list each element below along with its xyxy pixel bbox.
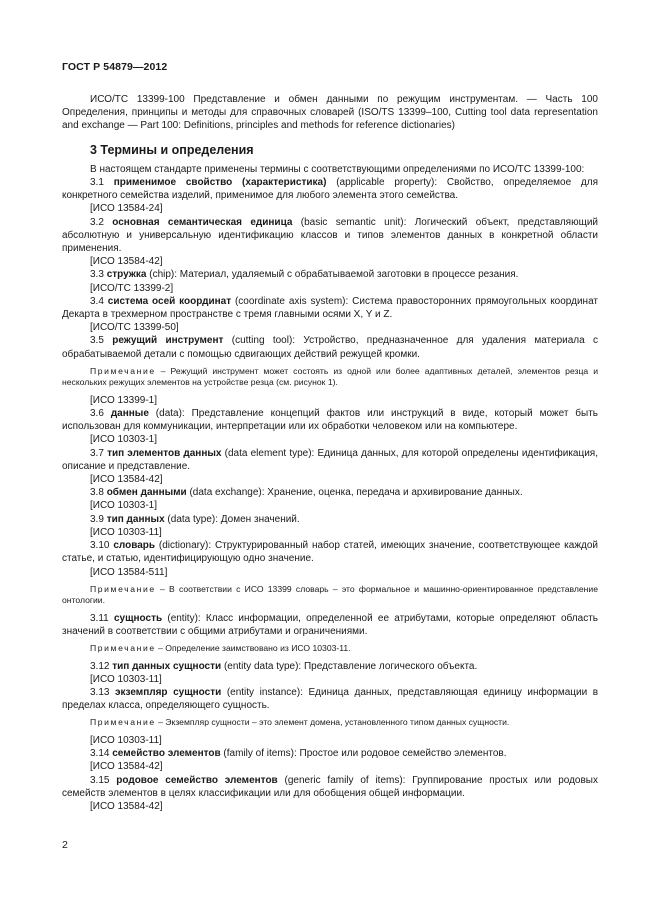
term-definition: (data exchange): Хранение, оценка, передача и архивирование данных.	[186, 487, 523, 499]
term-reference: [ИСО/ТС 13399-50]	[90, 322, 179, 334]
term-number: 3.12	[90, 660, 110, 672]
term-3-5	[62, 334, 598, 360]
term-name: применимое свойство (характеристика)	[113, 177, 327, 189]
term-note	[62, 584, 598, 607]
term-name: экземпляр сущности	[115, 687, 222, 699]
term-3-8	[62, 486, 598, 499]
term-number: 3.2	[90, 216, 104, 228]
term-number: 3.3	[90, 269, 104, 281]
term-3-9	[62, 513, 598, 526]
term-note	[62, 717, 598, 729]
term-name: тип данных	[106, 513, 165, 525]
term-definition: (entity): Класс информации, определенной ее атрибутами, которые определяют область значений в соответствии с общими атрибутами и ограничениями.	[62, 612, 598, 637]
term-reference: [ИСО 10303-1]	[90, 500, 158, 512]
term-reference: [ИСО 10303-11]	[90, 673, 162, 685]
term-number: 3.15	[90, 774, 110, 786]
term-reference: [ИСО 10303-11]	[90, 734, 162, 746]
term-number: 3.4	[90, 295, 104, 307]
term-definition: (data type): Домен значений.	[164, 513, 300, 525]
term-number: 3.11	[90, 612, 109, 624]
term-name: обмен данными	[106, 487, 187, 499]
term-name: основная семантическая единица	[112, 216, 293, 228]
term-definition: (family of items): Простое или родовое семейство элементов.	[220, 748, 507, 760]
term-name: система осей координат	[107, 295, 232, 307]
term-definition: (chip): Материал, удаляемый с обрабатываемой заготовки в процессе резания.	[146, 269, 519, 281]
term-3-1	[62, 176, 598, 202]
term-3-13	[62, 686, 598, 712]
note-text: – Режущий инструмент может состоять из одной или более адаптивных деталей, элементов резца и нескольких режущих элементов на устройстве резца (см. рисунок 1).	[62, 365, 598, 388]
note-label: Примечание	[90, 717, 156, 728]
term-number: 3.7	[90, 447, 104, 459]
term-name: стружка	[106, 269, 147, 281]
term-3-6	[62, 407, 598, 433]
term-reference: [ИСО 13584-42]	[90, 761, 163, 773]
term-3-2	[62, 216, 598, 256]
term-number: 3.9	[90, 513, 104, 525]
term-number: 3.1	[90, 177, 104, 189]
term-3-3	[62, 268, 598, 281]
term-reference: [ИСО 13399-1]	[90, 394, 158, 406]
term-name: семейство элементов	[112, 748, 221, 760]
term-number: 3.6	[90, 408, 104, 420]
term-definition: (coordinate axis system): Система правосторонних прямоугольных координат Декарта в трехмерном пространстве с тремя главными осями X, Y и Z.	[62, 295, 598, 321]
intro-paragraph: ИСО/ТС 13399-100 Представление и обмен данными по режущим инструментам. — Часть 100 Определения, принципы и методы для справочных словарей (ISO/TS 13399–100, Cutting tool data representation and exchange — Part 100: Definitions, principles and methods for reference dictionaries)	[62, 94, 598, 132]
term-3-4	[62, 295, 598, 321]
term-name: режущий инструмент	[112, 335, 224, 347]
page-number: 2	[62, 839, 68, 851]
term-reference: [ИСО 13584-511]	[90, 566, 168, 578]
note-text: – Определение заимствовано из ИСО 10303-11.	[155, 643, 351, 654]
term-definition: (generic family of items): Группирование простых или родовых семейств элементов в целях классификации или для обобщения общей информации.	[62, 774, 598, 799]
document-id: ГОСТ Р 54879—2012	[62, 61, 168, 73]
term-reference: [ИСО/ТС 13399-2]	[90, 282, 174, 294]
note-text: – Экземпляр сущности – это элемент домена, установленного типом данных сущности.	[155, 717, 510, 728]
term-3-15	[62, 774, 598, 800]
term-3-10	[62, 539, 598, 565]
term-note	[62, 643, 598, 655]
term-3-11	[62, 612, 598, 638]
term-note	[62, 366, 598, 389]
term-name: словарь	[113, 540, 156, 552]
term-definition: (basic semantic unit): Логический объект, представляющий абсолютную и универсальную идентификацию классов и типов элементов данных в конкретной области применения.	[62, 216, 598, 255]
note-text: – В соответствии с ИСО 13399 словарь – это формальное и машинно-ориентированное представление онтологии.	[62, 583, 598, 606]
note-label: Примечание	[90, 643, 156, 654]
term-3-7	[62, 447, 598, 473]
term-name: тип данных сущности	[112, 660, 222, 672]
term-number: 3.13	[90, 687, 110, 699]
term-number: 3.14	[90, 748, 110, 760]
term-number: 3.8	[90, 487, 104, 499]
note-label: Примечание	[90, 583, 156, 594]
term-reference: [ИСО 10303-11]	[90, 526, 162, 538]
term-definition: (data element type): Единица данных, для которой определены идентификация, описание и представление.	[62, 447, 598, 472]
term-name: данные	[110, 408, 149, 420]
term-definition: (entity data type): Представление логического объекта.	[221, 660, 478, 672]
term-definition: (data): Представление концепций фактов или инструкций в виде, который может быть использован для коммуникации, интерпретации или их обработки человеком или на компьютере.	[62, 408, 598, 433]
term-name: тип элементов данных	[107, 447, 222, 459]
term-number: 3.5	[90, 335, 104, 347]
section-lead: В настоящем стандарте применены термины с соответствующими определениями по ИСО/ТС 13399-100:	[90, 163, 585, 175]
term-3-14	[62, 747, 598, 760]
term-definition: (entity instance): Единица данных, представляющая единицу информации в пределах класса, определяющего сущность.	[62, 687, 599, 712]
term-number: 3.10	[90, 540, 110, 552]
term-reference: [ИСО 10303-1]	[90, 434, 158, 446]
term-reference: [ИСО 13584-24]	[90, 203, 163, 215]
document-body	[62, 93, 598, 813]
section-title: 3 Термины и определения	[90, 142, 254, 157]
term-reference: [ИСО 13584-42]	[90, 256, 163, 268]
note-label: Примечание	[90, 365, 156, 376]
term-definition: (cutting tool): Устройство, предназначенное для удаления материала с обрабатываемой детали с помощью сдвигающих действий режущей кромки.	[62, 335, 599, 360]
term-reference: [ИСО 13584-42]	[90, 800, 163, 812]
term-reference: [ИСО 13584-42]	[90, 474, 163, 486]
term-3-12	[62, 660, 598, 673]
term-definition: (dictionary): Структурированный набор статей, имеющих значение, соответствующее каждой статье, и статью, идентифицирующую одно значение.	[62, 540, 598, 565]
term-name: сущность	[113, 612, 163, 624]
term-definition: (applicable property): Свойство, определяемое для конкретного семейства изделий, применимое для любого элемента этого семейства.	[62, 177, 599, 202]
term-name: родовое семейство элементов	[116, 774, 278, 786]
